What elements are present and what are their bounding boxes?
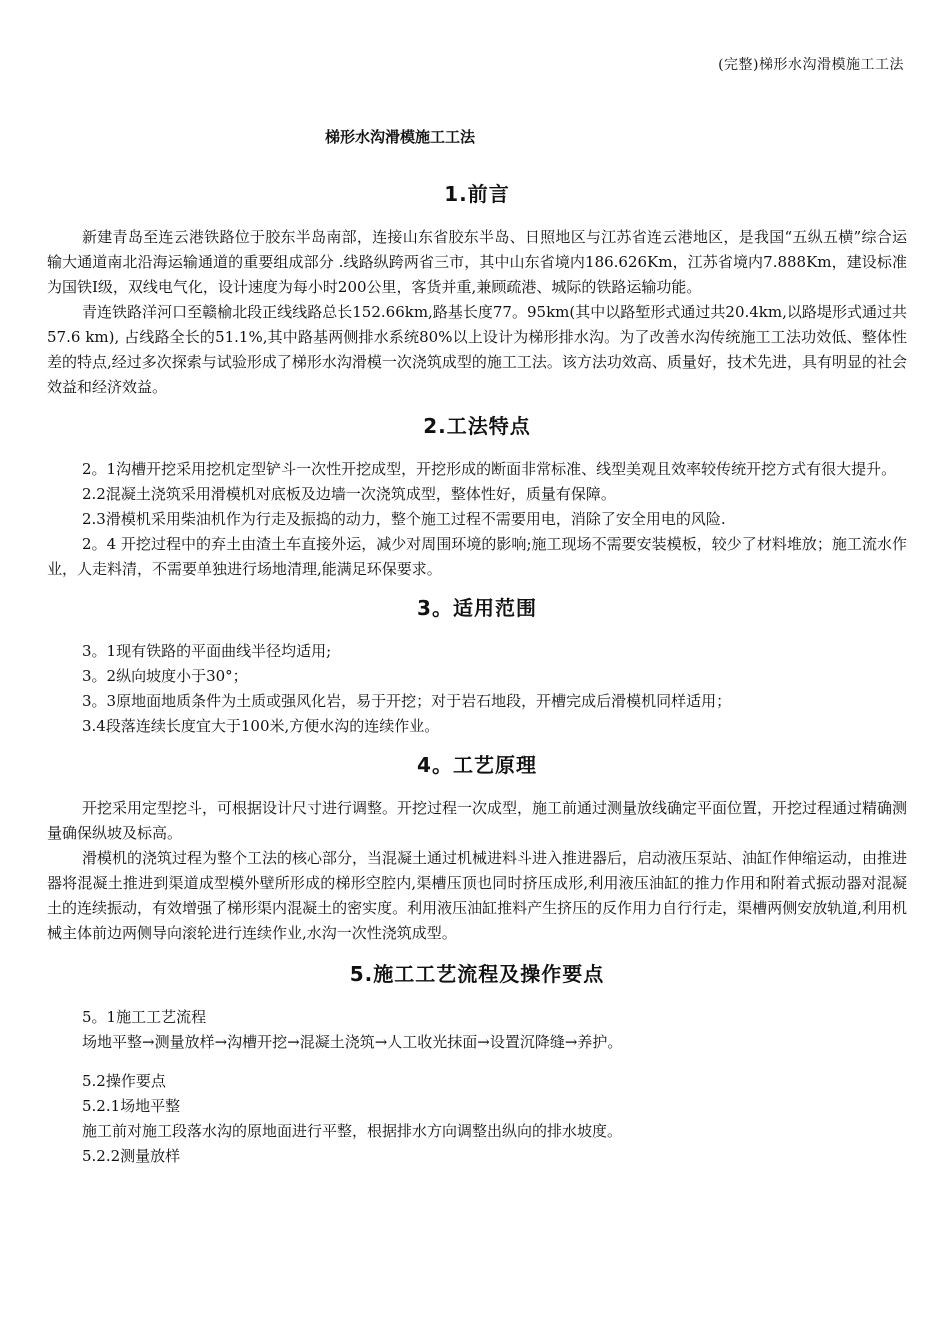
subsection-heading: 5。1施工工艺流程 xyxy=(82,1008,207,1026)
process-flow: 场地平整→测量放样→沟槽开挖→混凝土浇筑→人工收光抹面→设置沉降缝→养护。 xyxy=(82,1033,623,1051)
section-heading-process: 5.施工工艺流程及操作要点 xyxy=(349,962,605,986)
section-heading-scope: 3。适用范围 xyxy=(417,596,537,620)
section-heading-foreword: 1.前言 xyxy=(444,182,510,206)
list-item: 3。1现有铁路的平面曲线半径均适用; xyxy=(82,642,332,660)
subsection-heading: 5.2操作要点 xyxy=(82,1072,166,1090)
paragraph: 2。1沟槽开挖采用挖机定型铲斗一次性开挖成型，开挖形成的断面非常标准、线型美观且效率较传统开挖方式有很大提升。 xyxy=(82,460,897,478)
subsection-heading: 5.2.1场地平整 xyxy=(82,1097,181,1115)
section-heading-principle: 4。工艺原理 xyxy=(417,753,537,777)
paragraph: 2.3滑模机采用柴油机作为行走及振捣的动力，整个施工过程不需要用电，消除了安全用电的风险. xyxy=(82,510,726,528)
paragraph: 2。4 开挖过程中的弃土由渣土车直接外运，减少对周围环境的影响;施工现场不需要安装模板，较少了材料堆放；施工流水作业，人走料清，不需要单独进行场地清理,能满足环保要求。 xyxy=(47,535,907,578)
paragraph: 2.2混凝土浇筑采用滑模机对底板及边墙一次浇筑成型，整体性好，质量有保障。 xyxy=(82,485,616,503)
document-title: 梯形水沟滑模施工工法 xyxy=(324,128,475,146)
paragraph: 滑模机的浇筑过程为整个工法的核心部分，当混凝土通过机械进料斗进入推进器后，启动液压泵站、油缸作伸缩运动，由推进器将混凝土推进到渠道成型模外壁所形成的梯形空腔内,渠槽压顶也同时挤压成形,利用液压油缸的推力作用和附着式振动器对混凝土的连续振动，有效增强了梯形渠内混凝土的密实度。利用液压油缸推料产生挤压的反作用力自行行走，渠槽两侧安放轨道,利用机械主体前边两侧导向滚轮进行连续作业,水沟一次性浇筑成型。 xyxy=(47,849,908,942)
list-item: 3.4段落连续长度宜大于100米,方便水沟的连续作业。 xyxy=(82,717,440,735)
list-item: 3。2纵向坡度小于30°； xyxy=(82,667,248,685)
section-heading-features: 2.工法特点 xyxy=(423,414,531,438)
paragraph: 新建青岛至连云港铁路位于胶东半岛南部，连接山东省胶东半岛、日照地区与江苏省连云港地区，是我国“五纵五横”综合运输大通道南北沿海运输通道的重要组成部分 .线路纵跨两省三市，其中山东省境内186.626Km，江苏省境内7.888Km，建设标准为国铁Ⅰ级，双线电气化，设计速度为每小时200公里，客货并重,兼顾疏港、城际的铁路运输功能。 xyxy=(47,228,907,296)
subsection-heading: 5.2.2测量放样 xyxy=(82,1147,181,1165)
spacer xyxy=(47,1055,907,1069)
paragraph: 青连铁路洋河口至赣榆北段正线线路总长152.66km,路基长度77。95km(其中以路堑形式通过共20.4km,以路堤形式通过共57.6 km), 占线路全长的51.1%,其中路基两侧排水系统80%以上设计为梯形排水沟。为了改善水沟传统施工工法功效低、整体性差的特点,经过多次探索与试验形成了梯形水沟滑模一次浇筑成型的施工工法。该方法功效高、质量好，技术先进，具有明显的社会效益和经济效益。 xyxy=(47,303,907,396)
paragraph: 施工前对施工段落水沟的原地面进行平整，根据排水方向调整出纵向的排水坡度。 xyxy=(82,1122,623,1140)
page-header: (完整)梯形水沟滑模施工工法 xyxy=(718,57,904,73)
document-body xyxy=(47,178,907,1169)
list-item: 3。3原地面地质条件为土质或强风化岩，易于开挖；对于岩石地段，开槽完成后滑模机同样适用； xyxy=(82,692,732,710)
paragraph: 开挖采用定型挖斗，可根据设计尺寸进行调整。开挖过程一次成型，施工前通过测量放线确定平面位置，开挖过程通过精确测量确保纵坡及标高。 xyxy=(47,799,908,842)
